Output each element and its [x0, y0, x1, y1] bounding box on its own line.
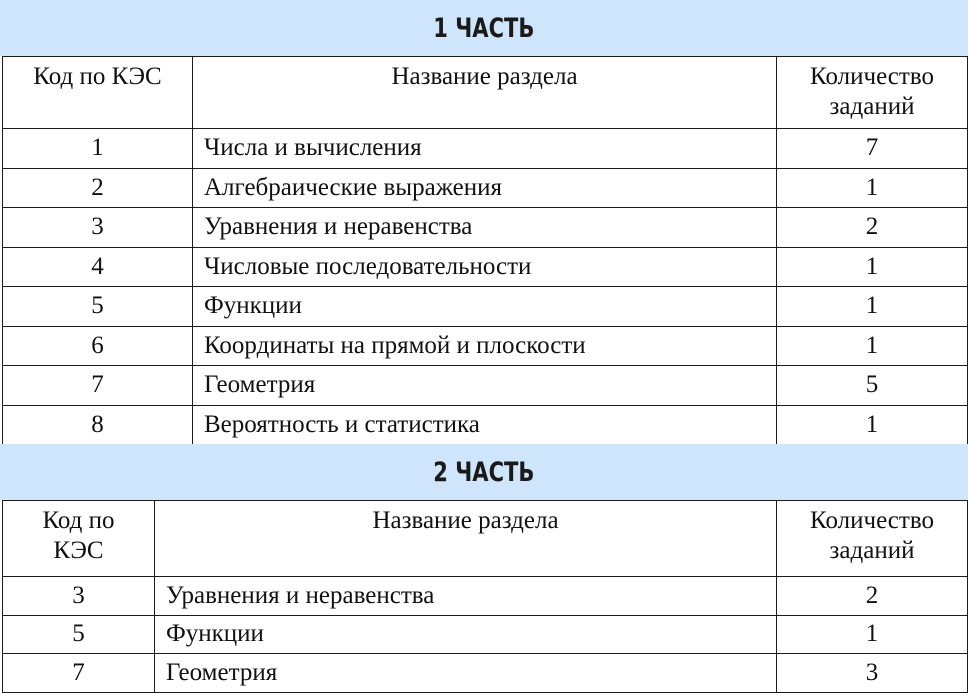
code-cell: 4: [3, 247, 193, 287]
count-cell: 2: [777, 208, 968, 248]
table-row: [3, 366, 968, 406]
table-row: [3, 654, 968, 693]
table-row: [3, 405, 968, 445]
name-cell: Числовые последовательности: [193, 247, 777, 287]
column-header-code: Код по КЭС: [3, 57, 193, 129]
name-cell: Геометрия: [193, 366, 777, 406]
column-header-count: Количество заданий: [777, 57, 968, 129]
name-cell: Алгебраические выражения: [193, 168, 777, 208]
table-row: [3, 577, 968, 616]
code-cell: 5: [3, 287, 193, 327]
part1-header-band: [0, 0, 968, 56]
table-row: [3, 615, 968, 654]
code-cell: 7: [3, 654, 155, 693]
code-cell: 1: [3, 129, 193, 169]
count-cell: 1: [777, 287, 968, 327]
part2-table: [2, 500, 968, 693]
part1-heading: 1 ЧАСТЬ: [433, 12, 535, 44]
count-cell: 3: [777, 654, 968, 693]
table-row: [3, 129, 968, 169]
count-cell: 1: [777, 326, 968, 366]
column-header-name: Название раздела: [155, 501, 777, 577]
table-header-row: [3, 501, 968, 577]
part2-heading: 2 ЧАСТЬ: [433, 456, 535, 488]
count-cell: 1: [777, 247, 968, 287]
table-row: [3, 287, 968, 327]
column-header-code: Код по КЭС: [3, 501, 155, 577]
count-cell: 5: [777, 366, 968, 406]
table-header-row: [3, 57, 968, 129]
table-row: [3, 326, 968, 366]
table-row: [3, 208, 968, 248]
name-cell: Функции: [193, 287, 777, 327]
part2-header-band: [0, 444, 968, 500]
code-cell: 8: [3, 405, 193, 445]
count-cell: 2: [777, 577, 968, 616]
code-cell: 3: [3, 208, 193, 248]
count-cell: 1: [777, 615, 968, 654]
name-cell: Уравнения и неравенства: [155, 577, 777, 616]
name-cell: Функции: [155, 615, 777, 654]
name-cell: Уравнения и неравенства: [193, 208, 777, 248]
name-cell: Числа и вычисления: [193, 129, 777, 169]
code-cell: 7: [3, 366, 193, 406]
code-cell: 6: [3, 326, 193, 366]
code-cell: 2: [3, 168, 193, 208]
column-header-name: Название раздела: [193, 57, 777, 129]
table-row: [3, 247, 968, 287]
code-cell: 5: [3, 615, 155, 654]
part1-table: [2, 56, 968, 445]
code-cell: 3: [3, 577, 155, 616]
count-cell: 1: [777, 405, 968, 445]
count-cell: 1: [777, 168, 968, 208]
name-cell: Геометрия: [155, 654, 777, 693]
column-header-count: Количество заданий: [777, 501, 968, 577]
count-cell: 7: [777, 129, 968, 169]
name-cell: Вероятность и статистика: [193, 405, 777, 445]
table-row: [3, 168, 968, 208]
name-cell: Координаты на прямой и плоскости: [193, 326, 777, 366]
